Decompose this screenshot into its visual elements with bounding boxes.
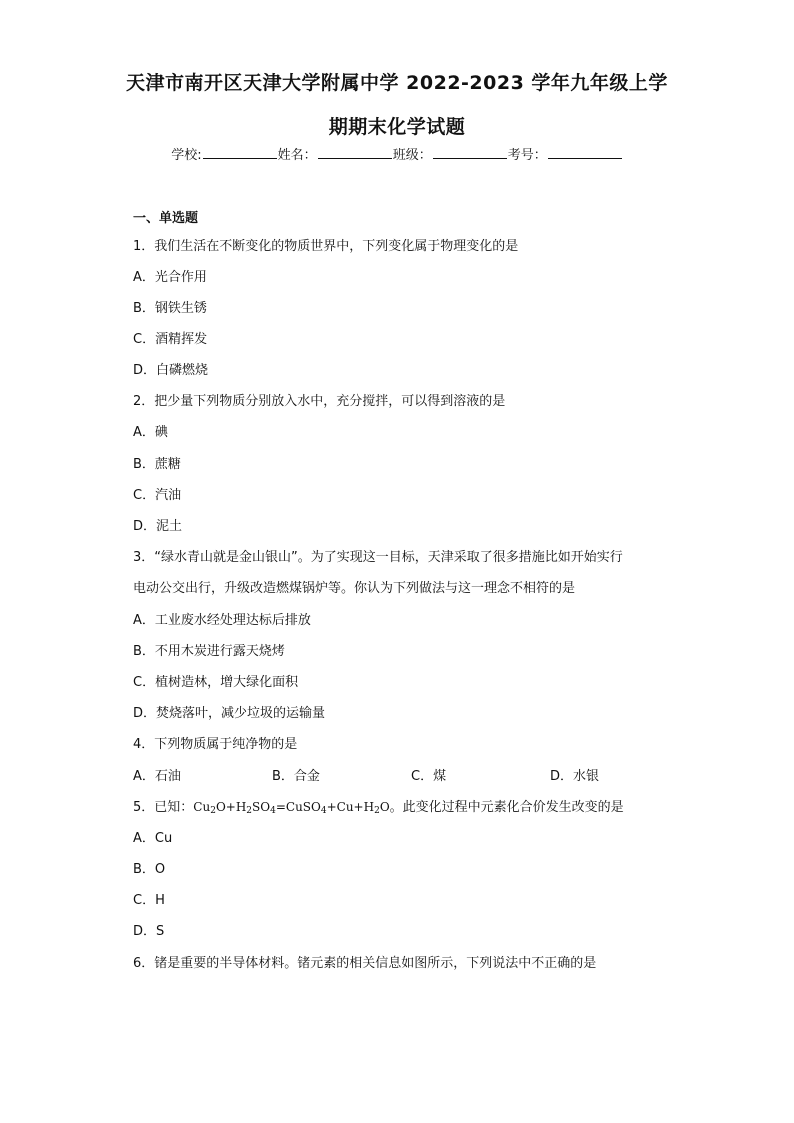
question-5-option-a: A．Cu (133, 831, 173, 846)
question-1-option-a: A．光合作用 (133, 270, 207, 285)
question-5-stem-suffix: 。此变化过程中元素化合价发生改变的是 (389, 800, 624, 815)
exam-title-line-1: 天津市南开区天津大学附属中学 2022-2023 学年九年级上学 (126, 72, 668, 94)
question-4-option-d: D．水银 (550, 769, 600, 784)
question-5-option-d: D．S (133, 924, 165, 939)
question-3-option-a: A．工业废水经处理达标后排放 (133, 613, 311, 628)
question-4-option-b: B．合金 (272, 769, 320, 784)
question-2-option-a: A．碘 (133, 425, 168, 440)
question-5-option-c: C．H (133, 893, 165, 908)
school-blank[interactable] (203, 145, 277, 159)
question-3-stem-line-1: 3．“绿水青山就是金山银山”。为了实现这一目标，天津采取了很多措施比如开始实行 (133, 550, 623, 565)
question-5-stem-prefix: 5．已知： (133, 800, 194, 815)
question-2-stem: 2．把少量下列物质分别放入水中，充分搅拌，可以得到溶液的是 (133, 394, 506, 409)
question-1-option-b: B．钢铁生锈 (133, 301, 207, 316)
section-title: 一、单选题 (133, 211, 199, 226)
question-3-option-c: C．植树造林，增大绿化面积 (133, 675, 299, 690)
exam-title-line-2: 期期末化学试题 (328, 116, 466, 138)
question-2-option-c: C．汽油 (133, 488, 182, 503)
question-3-option-b: B．不用木炭进行露天烧烤 (133, 644, 285, 659)
question-3-stem-line-2: 电动公交出行，升级改造燃煤锅炉等。你认为下列做法与这一理念不相符的是 (133, 581, 576, 596)
class-blank[interactable] (433, 145, 507, 159)
question-5-stem (133, 796, 624, 816)
name-label: 姓名： (277, 148, 317, 163)
chemical-equation: $Cu_2O+H_2SO_4=CuSO_4+Cu+H_2O$ (193, 800, 390, 816)
exam-number-blank[interactable] (548, 145, 622, 159)
question-4-stem: 4．下列物质属于纯净物的是 (133, 737, 298, 752)
student-info-row (0, 144, 794, 163)
question-4-option-c: C．煤 (411, 769, 447, 784)
question-2-option-b: B．蔗糖 (133, 457, 181, 472)
question-1-option-c: C．酒精挥发 (133, 332, 208, 347)
class-label: 班级： (392, 148, 432, 163)
question-4-option-a: A．石油 (133, 769, 181, 784)
name-blank[interactable] (318, 145, 392, 159)
question-1-stem: 1．我们生活在不断变化的物质世界中，下列变化属于物理变化的是 (133, 239, 519, 254)
question-5-option-b: B．O (133, 862, 166, 877)
question-1-option-d: D．白磷燃烧 (133, 363, 209, 378)
question-6-stem: 6．锗是重要的半导体材料。锗元素的相关信息如图所示，下列说法中不正确的是 (133, 956, 597, 971)
question-2-option-d: D．泥土 (133, 519, 183, 534)
question-3-option-d: D．焚烧落叶，减少垃圾的运输量 (133, 706, 326, 721)
exam-number-label: 考号： (507, 148, 547, 163)
school-label: 学校: (171, 148, 202, 163)
